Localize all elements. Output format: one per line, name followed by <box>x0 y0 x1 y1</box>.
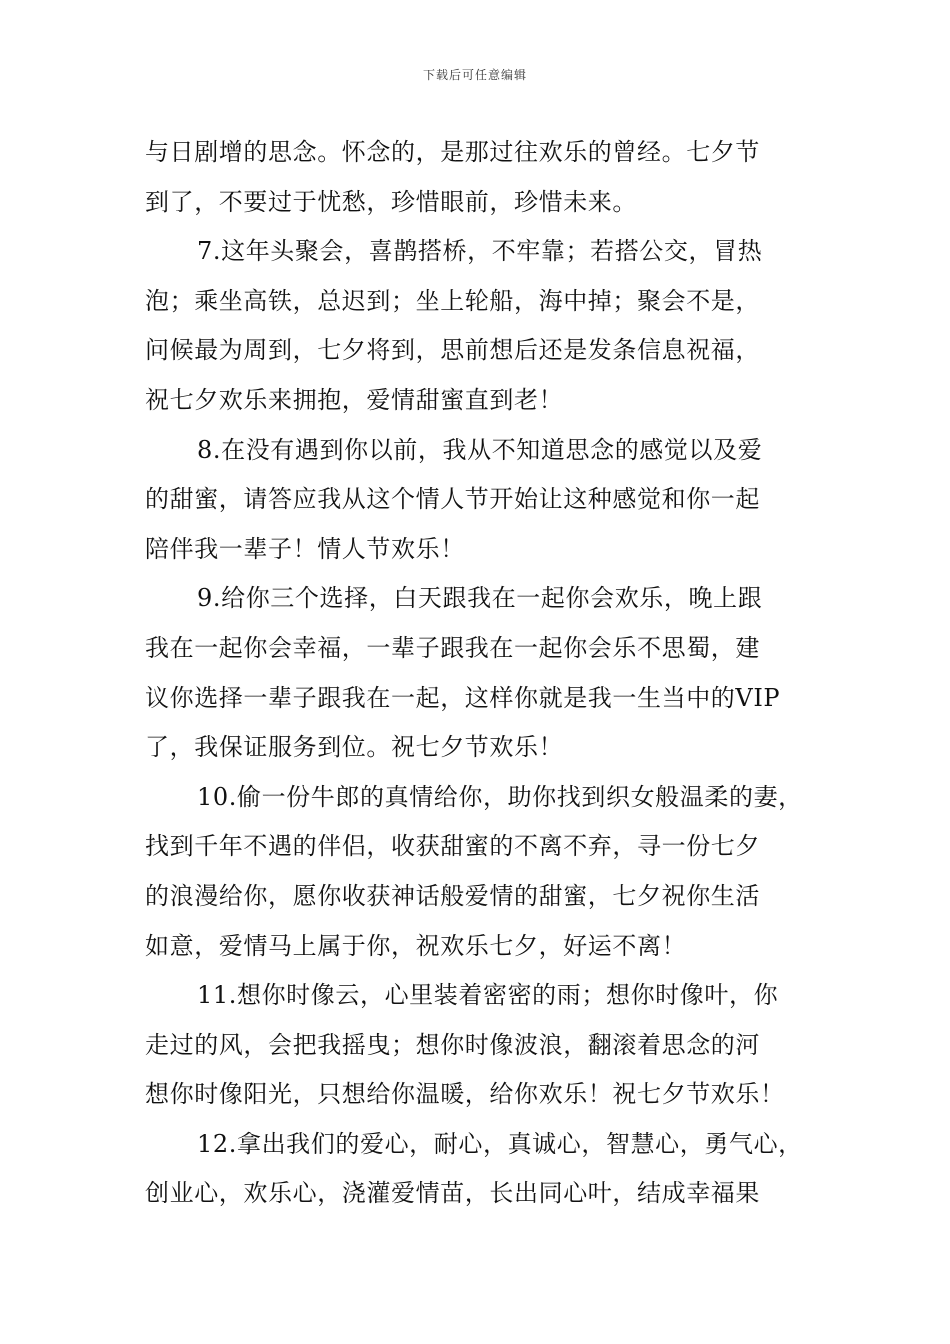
text-line: 泡；乘坐高铁，总迟到；坐上轮船，海中掉；聚会不是， <box>145 286 760 315</box>
text-line: 的浪漫给你，愿你收获神话般爱情的甜蜜，七夕祝你生活 <box>145 881 760 910</box>
text-line: 我在一起你会幸福，一辈子跟我在一起你会乐不思蜀，建 <box>145 633 760 662</box>
text-line: 想你时像阳光，只想给你温暖，给你欢乐！祝七夕节欢乐！ <box>145 1080 785 1109</box>
text-line: 陪伴我一辈子！情人节欢乐！ <box>145 534 465 563</box>
text-line: 11.想你时像云，心里装着密密的雨；想你时像叶，你 <box>197 981 779 1010</box>
text-line: 走过的风，会把我摇曳；想你时像波浪，翻滚着思念的河 <box>145 1030 760 1059</box>
text-line: 12.拿出我们的爱心，耐心，真诚心，智慧心，勇气心， <box>197 1129 803 1158</box>
text-line: 问候最为周到，七夕将到，思前想后还是发条信息祝福， <box>145 336 760 365</box>
text-line: 8.在没有遇到你以前，我从不知道思念的感觉以及爱 <box>197 435 763 464</box>
text-line: 创业心，欢乐心，浇灌爱情苗，长出同心叶，结成幸福果 <box>145 1179 760 1208</box>
text-line: 9.给你三个选择，白天跟我在一起你会欢乐，晚上跟 <box>197 584 763 613</box>
text-line: 与日剧增的思念。怀念的，是那过往欢乐的曾经。七夕节 <box>145 138 760 166</box>
text-line: 到了，不要过于忧愁，珍惜眼前，珍惜未来。 <box>145 187 637 216</box>
text-line: 议你选择一辈子跟我在一起，这样你就是我一生当中的VIP <box>145 683 781 712</box>
header-note: 下载后可任意编辑 <box>422 68 527 82</box>
body-text <box>145 128 817 1219</box>
text-line: 祝七夕欢乐来拥抱，爱情甜蜜直到老！ <box>145 385 564 414</box>
text-line: 如意，爱情马上属于你，祝欢乐七夕，好运不离！ <box>145 931 687 960</box>
text-line: 10.偷一份牛郎的真情给你，助你找到织女般温柔的妻， <box>197 782 803 811</box>
text-line: 7.这年头聚会，喜鹊搭桥，不牢靠；若搭公交，冒热 <box>197 237 763 266</box>
text-line: 了，我保证服务到位。祝七夕节欢乐！ <box>145 733 564 762</box>
text-line: 找到千年不遇的伴侣，收获甜蜜的不离不弃，寻一份七夕 <box>145 832 760 861</box>
text-line: 的甜蜜，请答应我从这个情人节开始让这种感觉和你一起 <box>145 485 760 514</box>
